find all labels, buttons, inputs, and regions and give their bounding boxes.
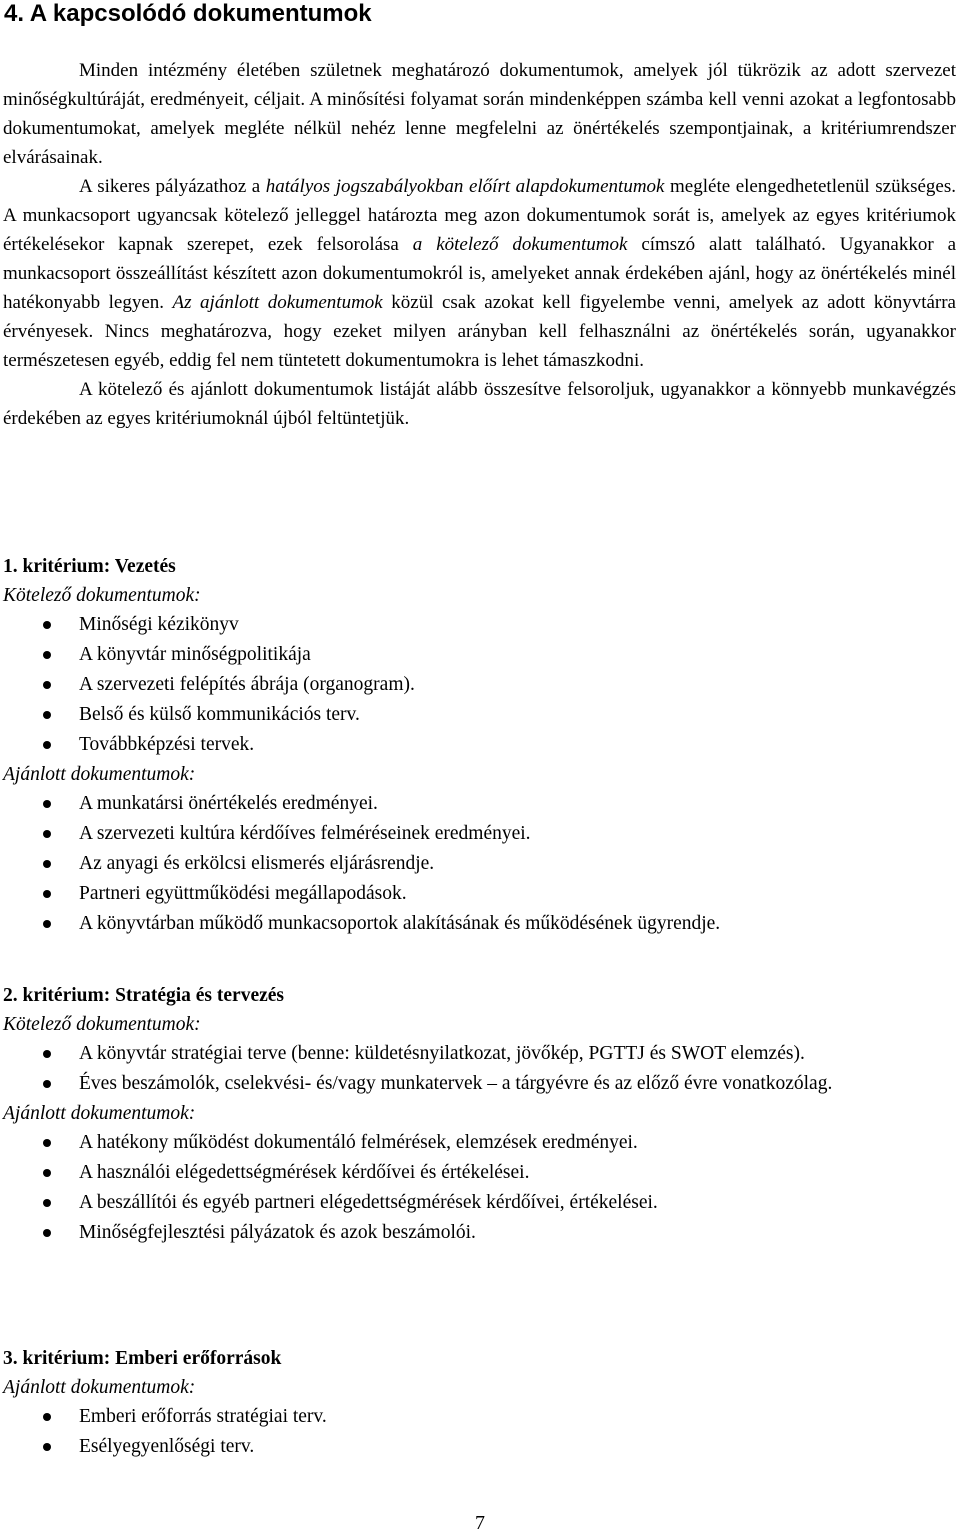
- recommended-label: Ajánlott dokumentumok:: [3, 1103, 196, 1124]
- list-item-text: A munkatársi önértékelés eredményei.: [79, 793, 378, 814]
- list-item-text: Emberi erőforrás stratégiai terv.: [79, 1406, 327, 1427]
- bullet-icon: [43, 920, 51, 928]
- list-item: [3, 610, 956, 640]
- recommended-label: Ajánlott dokumentumok:: [3, 1377, 196, 1398]
- list-item-text: Esélyegyenlőségi terv.: [79, 1436, 255, 1457]
- mandatory-list: [3, 610, 956, 760]
- list-item: [3, 700, 956, 730]
- text-run: közül csak azokat kell figyelembe venni, amelyek az adott könyvtárra érvényesek. Nincs meghatározva, hogy ezeket milyen arányban kell felhasználni az önértékelés során, ugyanakkor természetesen egyéb, eddig fel nem tüntetett dokumentumokra is lehet támaszkodni.: [3, 292, 956, 371]
- mandatory-list: [3, 1039, 956, 1099]
- italic-run: hatályos jogszabályokban előírt alapdokumentumok: [265, 176, 665, 197]
- bullet-icon: [43, 1050, 51, 1058]
- mandatory-label: Kötelező dokumentumok:: [3, 585, 201, 606]
- list-item: [3, 1432, 956, 1462]
- list-item-text: A szervezeti felépítés ábrája (organogram).: [79, 674, 415, 695]
- italic-run: a kötelező dokumentumok: [412, 234, 628, 255]
- bullet-icon: [43, 860, 51, 868]
- intro-text: [3, 56, 956, 433]
- list-item-text: Az anyagi és erkölcsi elismerés eljárásrendje.: [79, 853, 435, 874]
- bullet-icon: [43, 1139, 51, 1147]
- list-item: [3, 789, 956, 819]
- bullet-icon: [43, 890, 51, 898]
- criterion-heading: 2. kritérium: Stratégia és tervezés: [3, 985, 285, 1006]
- text-run: megléte elengedhetetlenül szükséges. A munkacsoport ugyancsak kötelező jelleggel határozta meg azon dokumentumok sorát is, amelyek az egyes kritériumok értékelésekor kapnak szerepet, ezek felsorolása: [3, 176, 956, 255]
- list-item-text: Partneri együttműködési megállapodások.: [79, 883, 407, 904]
- list-item-text: A hatékony működést dokumentáló felmérések, elemzések eredményei.: [79, 1132, 638, 1153]
- list-item-text: A használói elégedettségmérések kérdőívei és értékelései.: [79, 1162, 530, 1183]
- criterion-heading: 1. kritérium: Vezetés: [3, 556, 176, 577]
- list-item-text: Minőségfejlesztési pályázatok és azok beszámolói.: [79, 1222, 476, 1243]
- italic-run: Az ajánlott dokumentumok: [172, 292, 383, 313]
- list-item: [3, 879, 956, 909]
- list-item-text: Továbbképzési tervek.: [79, 734, 255, 755]
- list-item: [3, 1039, 956, 1069]
- bullet-icon: [43, 1169, 51, 1177]
- list-item: [3, 1069, 956, 1099]
- list-item-text: Belső és külső kommunikációs terv.: [79, 704, 360, 725]
- list-item: [3, 1188, 956, 1218]
- recommended-list: [3, 1128, 956, 1248]
- list-item-text: A beszállítói és egyéb partneri elégedettségmérések kérdőívei, értékelései.: [79, 1192, 658, 1213]
- bullet-icon: [43, 1229, 51, 1237]
- bullet-icon: [43, 1199, 51, 1207]
- list-item: [3, 819, 956, 849]
- list-item: [3, 909, 956, 939]
- list-item: [3, 730, 956, 760]
- bullet-icon: [43, 1413, 51, 1421]
- bullet-icon: [43, 1443, 51, 1451]
- bullet-icon: [43, 830, 51, 838]
- bullet-icon: [43, 711, 51, 719]
- bullet-icon: [43, 1080, 51, 1088]
- list-item: [3, 670, 956, 700]
- list-item: [3, 1128, 956, 1158]
- list-item: [3, 1158, 956, 1188]
- bullet-icon: [43, 621, 51, 629]
- criterion-1-section: [3, 552, 956, 939]
- list-item: [3, 849, 956, 879]
- list-item-text: A könyvtár minőségpolitikája: [79, 644, 311, 665]
- recommended-list: [3, 789, 956, 939]
- list-item-text: Minőségi kézikönyv: [79, 614, 239, 635]
- list-item-text: A szervezeti kultúra kérdőíves felméréseinek eredményei.: [79, 823, 531, 844]
- criterion-heading: 3. kritérium: Emberi erőforrások: [3, 1348, 282, 1369]
- recommended-list: [3, 1402, 956, 1462]
- mandatory-label: Kötelező dokumentumok:: [3, 1014, 201, 1035]
- page-title: 4. A kapcsolódó dokumentumok: [4, 0, 372, 27]
- intro-paragraph-1: Minden intézmény életében születnek meghatározó dokumentumok, amelyek jól tükrözik az adott szervezet minőségkultúráját, eredményeit, céljait. A minősítési folyamat során mindenképpen számba kell venni azokat a legfontosabb dokumentumokat, amelyek megléte nélkül nehéz lenne megfelelni az önértékelés szempontjainak, a kritériumrendszer elvárásainak.: [3, 60, 956, 168]
- list-item: [3, 1402, 956, 1432]
- intro-paragraph-3: A kötelező és ajánlott dokumentumok listáját alább összesítve felsoroljuk, ugyanakkor a könnyebb munkavégzés érdekében az egyes kritériumoknál újból feltüntetjük.: [3, 379, 956, 429]
- text-run: A sikeres pályázathoz a: [79, 176, 266, 197]
- bullet-icon: [43, 651, 51, 659]
- list-item-text: A könyvtárban működő munkacsoportok alakításának és működésének ügyrendje.: [79, 913, 721, 934]
- recommended-label: Ajánlott dokumentumok:: [3, 764, 196, 785]
- criterion-3-section: [3, 1344, 956, 1462]
- text-run: címszó alatt található. Ugyanakkor a munkacsoport összeállítást készített azon dokumentumokról is, amelyeket annak érdekében ajánl, hogy az önértékelés minél hatékonyabb legyen.: [3, 234, 957, 313]
- bullet-icon: [43, 681, 51, 689]
- page-number: 7: [475, 1512, 485, 1534]
- criterion-2-section: [3, 981, 956, 1248]
- intro-paragraph-2: [3, 172, 956, 375]
- list-item-text: Éves beszámolók, cselekvési- és/vagy munkatervek – a tárgyévre és az előző évre vonatkozólag.: [79, 1073, 833, 1094]
- list-item-text: A könyvtár stratégiai terve (benne: küldetésnyilatkozat, jövőkép, PGTTJ és SWOT elemzés).: [79, 1043, 805, 1064]
- bullet-icon: [43, 741, 51, 749]
- list-item: [3, 640, 956, 670]
- list-item: [3, 1218, 956, 1248]
- bullet-icon: [43, 800, 51, 808]
